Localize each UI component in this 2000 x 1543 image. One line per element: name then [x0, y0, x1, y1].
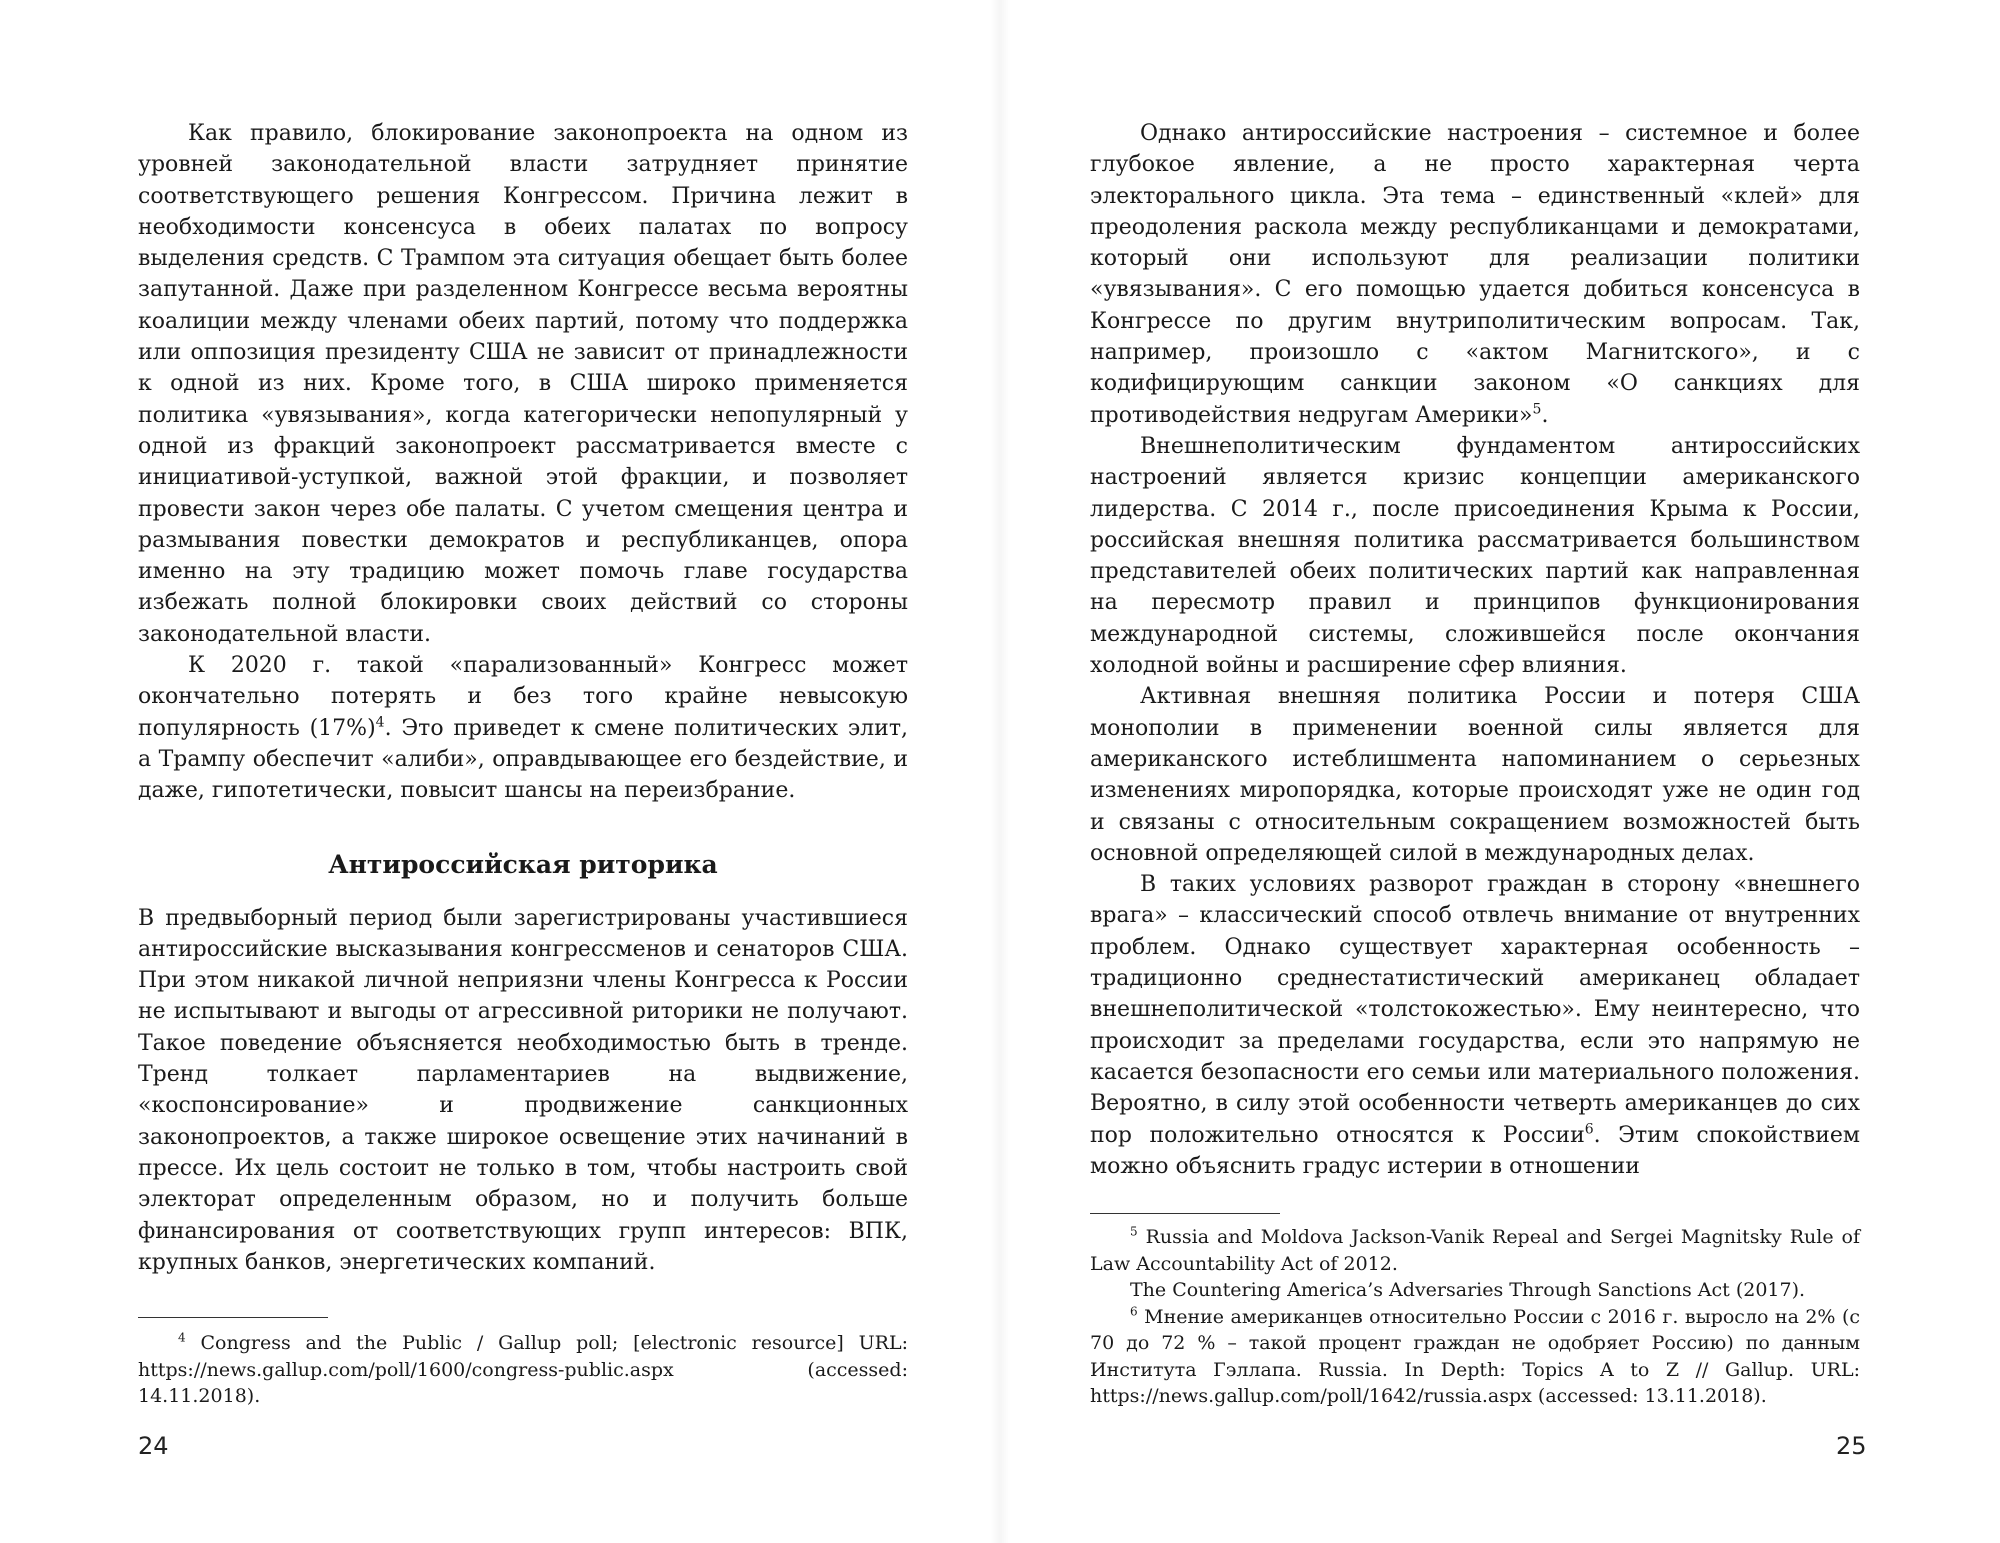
section-heading: Антироссийская риторика [328, 849, 718, 879]
paragraph: Внешнеполитическим фундаментом антироссийских настроений является кризис концепции американского лидерства. С 2014 г., после присоединения Крыма к России, российская внешняя политика рассматривается большинством представителей обеих политических партий как направленная на пересмотр правил и принципов функционирования международной системы, сложившейся после окончания холодной войны и расширение сфер влияния. [1090, 433, 1860, 679]
footnote-number: 4 [178, 1330, 186, 1345]
footnote-ref-5: 5 [1532, 401, 1542, 418]
paragraph-text: К 2020 г. такой «парализованный» Конгресс может окончательно потерять и без того крайне невысокую популярность (17%) [138, 653, 908, 741]
right-body-text [1090, 118, 1860, 1182]
footnote-6 [1090, 1304, 1860, 1410]
footnote-text: Мнение американцев относительно России с 2016 г. выросло на 2% (с 70 до 72 % – такой процент граждан не одобряет Россию) по данным Института Гэллапа. Russia. In Depth: Topics A to Z // Gallup. URL: https://news.gallup.com/poll/1642/russia.aspx (accessed: 13.11.2018). [1090, 1305, 1860, 1407]
footnote-rule [1090, 1213, 1280, 1214]
page-number: 25 [1836, 1432, 1867, 1460]
paragraph: К 2020 г. такой «парализованный» Конгресс может окончательно потерять и без того крайне невысокую популярность $(17\%)^4$. Это приведет к смене политических элит, а Трампу обеспечит «алиби», оправдывающее его бездействие, и даже, гипотетически, повысит шансы на переизбрание. [138, 653, 908, 804]
paragraph: В предвыборный период были зарегистрированы участившиеся антироссийские высказывания конгрессменов и сенаторов США. При этом никакой личной неприязни члены Конгресса к России не испытывают и выгоды от агрессивной риторики не получают. Такое поведение объясняется необходимостью быть в тренде. Тренд толкает парламентариев на выдвижение, «коспонсирование» и продвижение санкционных законопроектов, а также широкое освещение этих начинаний в прессе. Их цель состоит не только в том, чтобы настроить свой электорат определенным образом, но и получить больше финансирования от соответствующих групп интересов: ВПК, крупных банков, энергетических компаний. [138, 905, 908, 1275]
paragraph-text: . Этим спокойствием можно объяснить градус истерии в отношении [1090, 1122, 1860, 1179]
paragraph-text: . [1541, 402, 1549, 428]
paragraph: Активная внешняя политика России и потеря США монополии в применении военной силы является для американского истеблишмента напоминанием о серьезных изменениях миропорядка, которые происходят уже не один год и связаны с относительным сокращением возможностей быть основной определяющей силой в международных делах. [1090, 684, 1860, 866]
paragraph: Как правило, блокирование законопроекта на одном из уровней законодательной власти затрудняет принятие соответствующего решения Конгрессом. Причина лежит в необходимости консенсуса в обеих палатах по вопросу выделения средств. С Трампом эта ситуация обещает быть более запутанной. Даже при разделенном Конгрессе весьма вероятны коалиции между членами обеих партий, потому что поддержка или оппозиция президенту США не зависит от принадлежности к одной из них. Кроме того, в США широко применяется политика «увязывания», когда категорически непопулярный у одной из фракций законопроект рассматривается вместе с инициативой-уступкой, важной этой фракции, и позволяет провести закон через обе палаты. С учетом смещения центра и размывания повестки демократов и республиканцев, опора именно на эту традицию может помочь главе государства избежать полной блокировки своих действий со стороны законодательной власти. [138, 121, 908, 647]
paragraph [1090, 869, 1860, 1182]
footnote-5 [1090, 1224, 1860, 1277]
paragraph-text: Это приведет к смене политических элит, а Трампу обеспечит «алиби», оправдывающее его бездействие, и даже, гипотетически, повысит шансы на переизбрание. [138, 715, 908, 804]
footnote-5-continued: The Countering America’s Adversaries Through Sanctions Act (2017). [1130, 1279, 1806, 1301]
page-number: 24 [138, 1432, 169, 1460]
footnote-number: 5 [1130, 1224, 1138, 1239]
right-footnotes [1090, 1224, 1860, 1410]
footnote-ref-6: 6 [1584, 1121, 1594, 1138]
footnote-number: 6 [1130, 1304, 1138, 1319]
paragraph [1090, 118, 1860, 431]
paragraph-text: В таких условиях разворот граждан в сторону «внешнего врага» – классический способ отвлечь внимание от внутренних проблем. Однако существует характерная особенность – традиционно среднестатистический американец обладает внешнеполитической «толстокожестью». Ему неинтересно, что происходит за пределами государства, если это напрямую не касается безопасности его семьи или материального положения. Вероятно, в силу этой особенности четверть американцев до сих пор положительно относятся к России [1090, 872, 1860, 1148]
footnote-text: Russia and Moldova Jackson-Vanik Repeal and Sergei Magnitsky Rule of Law Accountability Act of 2012. [1090, 1226, 1861, 1275]
footnote-ref-4: 4 [375, 714, 385, 731]
paragraph-text: Однако антироссийские настроения – системное и более глубокое явление, а не просто характерная черта электорального цикла. Эта тема – единственный «клей» для преодоления раскола между республиканцами и демократами, который они используют для реализации политики «увязывания». С его помощью удается добиться консенсуса в Конгрессе по другим внутриполитическим вопросам. Так, например, произошло с «актом Магнитского», и с кодифицирующим санкции законом «О санкциях для противодействия недругам Америки» [1090, 121, 1860, 428]
footnote-text: Congress and the Public / Gallup poll; [electronic resource] URL: https://news.gallup.com/poll/1600/congress-public.aspx (accessed: 14.11.2018). [138, 1332, 908, 1407]
